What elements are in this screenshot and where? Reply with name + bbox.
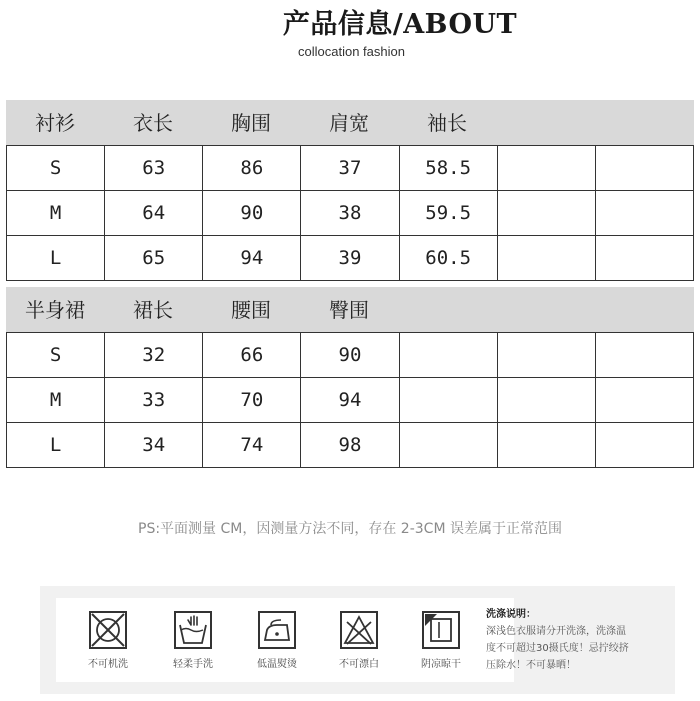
shirt-header-length: 衣长: [133, 111, 173, 135]
care-title: 洗涤说明：: [486, 609, 536, 620]
size-label: M: [7, 378, 105, 423]
skirt-header-category: 半身裙: [25, 298, 85, 322]
table-cell: [497, 423, 595, 468]
table-cell: 86: [203, 146, 301, 191]
size-label: S: [7, 333, 105, 378]
measurement-note: PS:平面测量 CM，因测量方法不同，存在 2-3CM 误差属于正常范围: [138, 521, 562, 537]
table-cell: 59.5: [399, 191, 497, 236]
table-cell: 74: [203, 423, 301, 468]
table-cell: 64: [105, 191, 203, 236]
skirt-header-length: 裙长: [133, 298, 173, 322]
table-cell: [497, 378, 595, 423]
shirt-size-table: [6, 145, 694, 281]
care-label: 不可机洗: [88, 659, 128, 670]
care-instructions: [486, 606, 671, 674]
size-label: M: [7, 191, 105, 236]
care-item-low-temp-iron: [237, 610, 317, 670]
table-cell: 37: [301, 146, 399, 191]
table-cell: [399, 378, 497, 423]
table-cell: [595, 378, 693, 423]
care-line: 压除水！不可暴晒！: [486, 660, 576, 671]
table-row: [7, 146, 694, 191]
table-cell: [595, 333, 693, 378]
table-cell: 94: [203, 236, 301, 281]
table-cell: 90: [203, 191, 301, 236]
page-title: 产品信息/ABOUT: [282, 9, 518, 40]
size-label: L: [7, 423, 105, 468]
table-cell: 65: [105, 236, 203, 281]
shirt-header-chest: 胸围: [231, 111, 271, 135]
table-cell: 60.5: [399, 236, 497, 281]
no-bleach-icon: [339, 610, 379, 650]
skirt-header-hip: 臀围: [329, 298, 369, 322]
table-cell: [595, 236, 693, 281]
table-cell: [595, 423, 693, 468]
table-cell: [399, 423, 497, 468]
care-label: 轻柔手洗: [173, 659, 213, 670]
table-cell: 66: [203, 333, 301, 378]
skirt-size-table: [6, 332, 694, 468]
shade-dry-icon: [421, 610, 461, 650]
care-item-shade-dry: [401, 610, 481, 670]
size-label: S: [7, 146, 105, 191]
shirt-header-bar: [6, 100, 694, 146]
table-cell: 98: [301, 423, 399, 468]
care-label: 阴凉晾干: [421, 659, 461, 670]
table-row: [7, 333, 694, 378]
care-label: 不可漂白: [339, 659, 379, 670]
table-cell: [497, 236, 595, 281]
shirt-header-sleeve: 袖长: [427, 111, 467, 135]
gentle-hand-wash-icon: [173, 610, 213, 650]
care-item-no-bleach: [319, 610, 399, 670]
care-line: 深浅色衣服请分开洗涤，洗涤温: [486, 626, 626, 637]
no-machine-wash-icon: [88, 610, 128, 650]
table-cell: [399, 333, 497, 378]
table-cell: [497, 333, 595, 378]
size-label: L: [7, 236, 105, 281]
table-row: [7, 423, 694, 468]
table-cell: 32: [105, 333, 203, 378]
skirt-header-waist: 腰围: [231, 298, 271, 322]
table-row: [7, 378, 694, 423]
care-label: 低温熨烫: [257, 659, 297, 670]
table-cell: 90: [301, 333, 399, 378]
table-row: [7, 236, 694, 281]
table-cell: 94: [301, 378, 399, 423]
care-panel: [40, 586, 675, 694]
care-item-gentle-hand-wash: [153, 610, 233, 670]
table-cell: [497, 146, 595, 191]
shirt-header-shoulder: 肩宽: [329, 111, 369, 135]
table-cell: 33: [105, 378, 203, 423]
table-cell: 70: [203, 378, 301, 423]
table-cell: 63: [105, 146, 203, 191]
table-cell: [595, 146, 693, 191]
care-icons-panel: [56, 598, 514, 682]
table-row: [7, 191, 694, 236]
care-item-no-machine-wash: [68, 610, 148, 670]
shirt-header-category: 衬衫: [35, 111, 75, 135]
table-cell: [497, 191, 595, 236]
page-subtitle: collocation fashion: [298, 44, 405, 59]
table-cell: 38: [301, 191, 399, 236]
low-temp-iron-icon: [257, 610, 297, 650]
care-line: 度不可超过30摄氏度！忌拧绞挤: [486, 643, 629, 654]
table-cell: 39: [301, 236, 399, 281]
table-cell: 34: [105, 423, 203, 468]
table-cell: [595, 191, 693, 236]
skirt-header-bar: [6, 287, 694, 333]
table-cell: 58.5: [399, 146, 497, 191]
